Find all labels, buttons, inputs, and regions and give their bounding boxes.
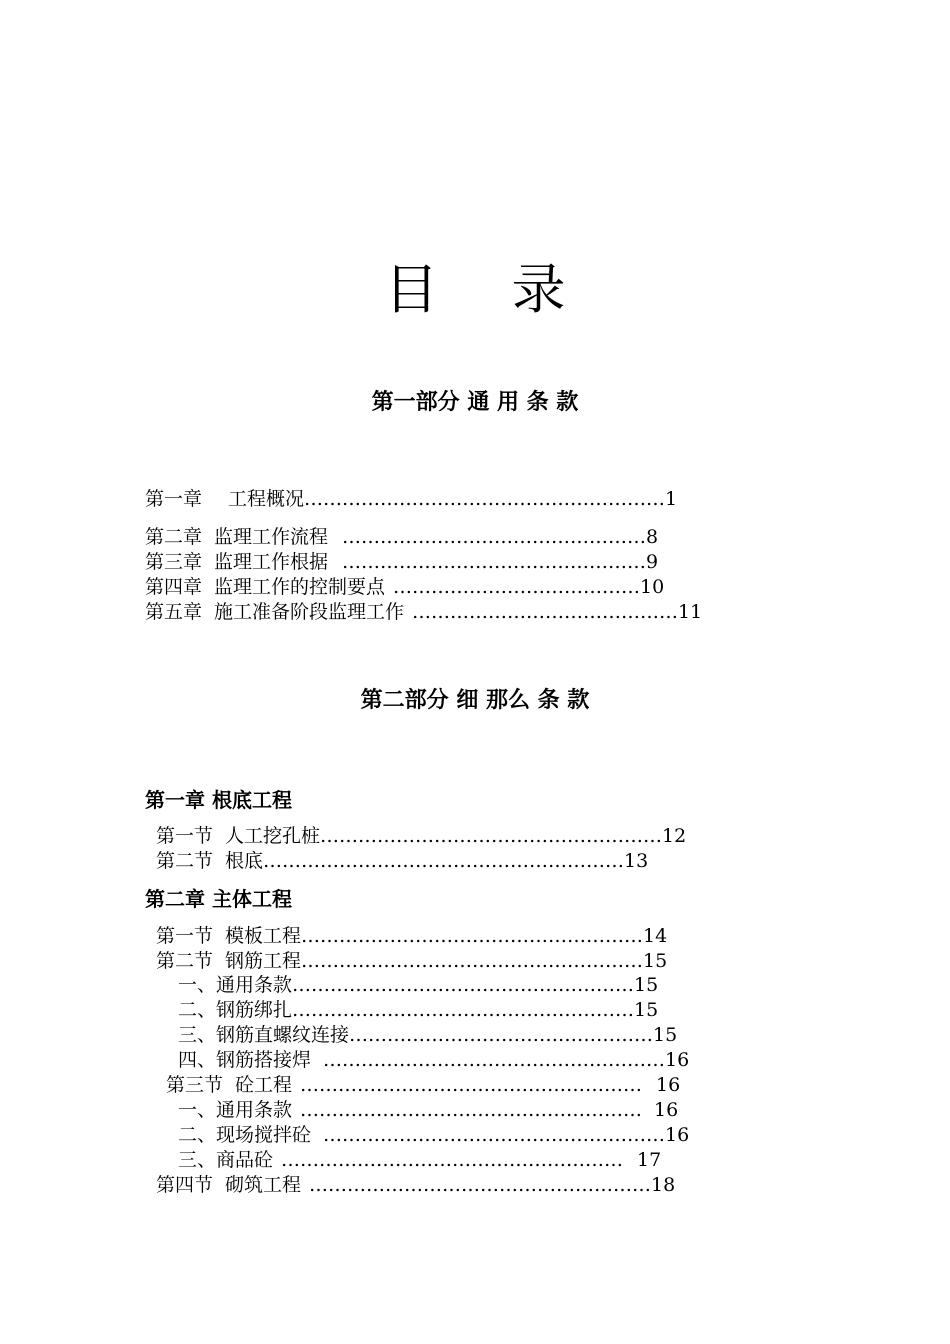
chapter-heading: 第一章 根底工程 — [145, 788, 292, 812]
toc-entry[interactable] — [145, 487, 677, 511]
toc-entry[interactable] — [166, 1073, 680, 1097]
dot-leader: …………………………………… — [412, 601, 679, 623]
page-title: 目 录 — [384, 258, 594, 321]
toc-entry[interactable] — [156, 1173, 675, 1197]
entry-title: 人工挖孔桩 — [225, 825, 321, 847]
entry-label: 四、 — [178, 1049, 217, 1071]
entry-label: 第一节 — [156, 825, 214, 847]
page-number: 16 — [665, 1124, 690, 1146]
entry-label: 第二章 — [145, 526, 203, 548]
toc-entry[interactable] — [178, 1098, 678, 1122]
entry-title: 钢筋直螺纹连接 — [216, 1024, 350, 1046]
entry-label: 三、 — [178, 1024, 217, 1046]
toc-entry[interactable] — [145, 525, 658, 549]
toc-entry[interactable] — [178, 1023, 677, 1047]
toc-entry[interactable] — [156, 949, 667, 973]
part1-heading: 第一部分 通 用 条 款 — [371, 390, 579, 415]
dot-leader: ……………………………………………… — [309, 1174, 652, 1196]
entry-label: 第二节 — [156, 950, 214, 972]
dot-leader: ……………………………………………… — [292, 999, 635, 1021]
toc-entry[interactable] — [145, 575, 664, 599]
entry-label: 一、 — [178, 1099, 217, 1121]
toc-entry[interactable] — [178, 1148, 661, 1172]
page-number: 12 — [662, 825, 687, 847]
entry-title: 钢筋搭接焊 — [216, 1049, 312, 1071]
page-number: 16 — [656, 1074, 681, 1096]
toc-entry[interactable] — [156, 824, 686, 848]
toc-entry[interactable] — [178, 1123, 689, 1147]
entry-label: 一、 — [178, 974, 217, 996]
entry-label: 第五章 — [145, 601, 203, 623]
page-number: 8 — [646, 526, 659, 548]
dot-leader: ……………………………………………… — [292, 974, 635, 996]
entry-title: 施工准备阶段监理工作 — [214, 601, 405, 623]
entry-title: 监理工作根据 — [214, 551, 329, 573]
page-number: 9 — [646, 551, 659, 573]
entry-label: 三、 — [178, 1149, 217, 1171]
page-number: 10 — [640, 576, 665, 598]
dot-leader: ……………………………………………… — [323, 1124, 666, 1146]
entry-title: 通用条款 — [216, 974, 293, 996]
page-number: 16 — [654, 1099, 679, 1121]
page-number: 13 — [624, 850, 649, 872]
page-number: 14 — [643, 925, 668, 947]
entry-label: 二、 — [178, 999, 217, 1021]
page-number: 16 — [665, 1049, 690, 1071]
entry-label: 二、 — [178, 1124, 217, 1146]
entry-title: 工程概况 — [228, 488, 305, 510]
entry-title: 监理工作流程 — [214, 526, 329, 548]
dot-leader: ………………………………………… — [342, 551, 647, 573]
toc-entry[interactable] — [156, 924, 667, 948]
dot-leader: ………………………………………… — [349, 1024, 654, 1046]
entry-label: 第三章 — [145, 551, 203, 573]
page-number: 11 — [678, 601, 703, 623]
entry-title: 现场搅拌砼 — [216, 1124, 312, 1146]
entry-label: 第四章 — [145, 576, 203, 598]
chapter-heading: 第二章 主体工程 — [145, 887, 292, 911]
toc-entry[interactable] — [178, 998, 658, 1022]
dot-leader: ………………………………………… — [342, 526, 647, 548]
entry-title: 通用条款 — [216, 1099, 293, 1121]
page-number: 1 — [665, 488, 678, 510]
entry-label: 第一章 — [145, 488, 203, 510]
entry-title: 商品砼 — [216, 1149, 274, 1171]
entry-title: 模板工程 — [225, 925, 302, 947]
entry-title: 钢筋绑扎 — [216, 999, 293, 1021]
page-number: 15 — [634, 974, 659, 996]
page-number: 15 — [643, 950, 668, 972]
toc-entry[interactable] — [156, 849, 648, 873]
page-number: 15 — [653, 1024, 678, 1046]
dot-leader: ……………………………………………… — [320, 825, 663, 847]
dot-leader: ……………………………………………… — [301, 925, 644, 947]
page-number: 17 — [637, 1149, 662, 1171]
dot-leader: ……………………………………………… — [281, 1149, 624, 1171]
toc-entry[interactable] — [178, 1048, 689, 1072]
entry-title: 砌筑工程 — [225, 1174, 302, 1196]
dot-leader: ……………………………………………… — [323, 1049, 666, 1071]
entry-label: 第一节 — [156, 925, 214, 947]
page-number: 15 — [634, 999, 659, 1021]
entry-title: 根底 — [225, 850, 264, 872]
entry-label: 第三节 — [166, 1074, 224, 1096]
dot-leader: ……………………………………………… — [301, 950, 644, 972]
dot-leader: ………………………………………………… — [304, 488, 666, 510]
page-number: 18 — [651, 1174, 676, 1196]
dot-leader: ……………………………………………… — [300, 1099, 643, 1121]
toc-entry[interactable] — [145, 550, 658, 574]
dot-leader: ………………………………… — [393, 576, 641, 598]
entry-label: 第四节 — [156, 1174, 214, 1196]
entry-title: 砼工程 — [235, 1074, 293, 1096]
entry-title: 钢筋工程 — [225, 950, 302, 972]
dot-leader: ……………………………………………… — [300, 1074, 643, 1096]
toc-entry[interactable] — [178, 973, 658, 997]
entry-title: 监理工作的控制要点 — [214, 576, 386, 598]
dot-leader: ………………………………………………… — [263, 850, 625, 872]
part2-heading: 第二部分 细 那么 条 款 — [360, 688, 590, 713]
entry-label: 第二节 — [156, 850, 214, 872]
toc-entry[interactable] — [145, 600, 702, 624]
